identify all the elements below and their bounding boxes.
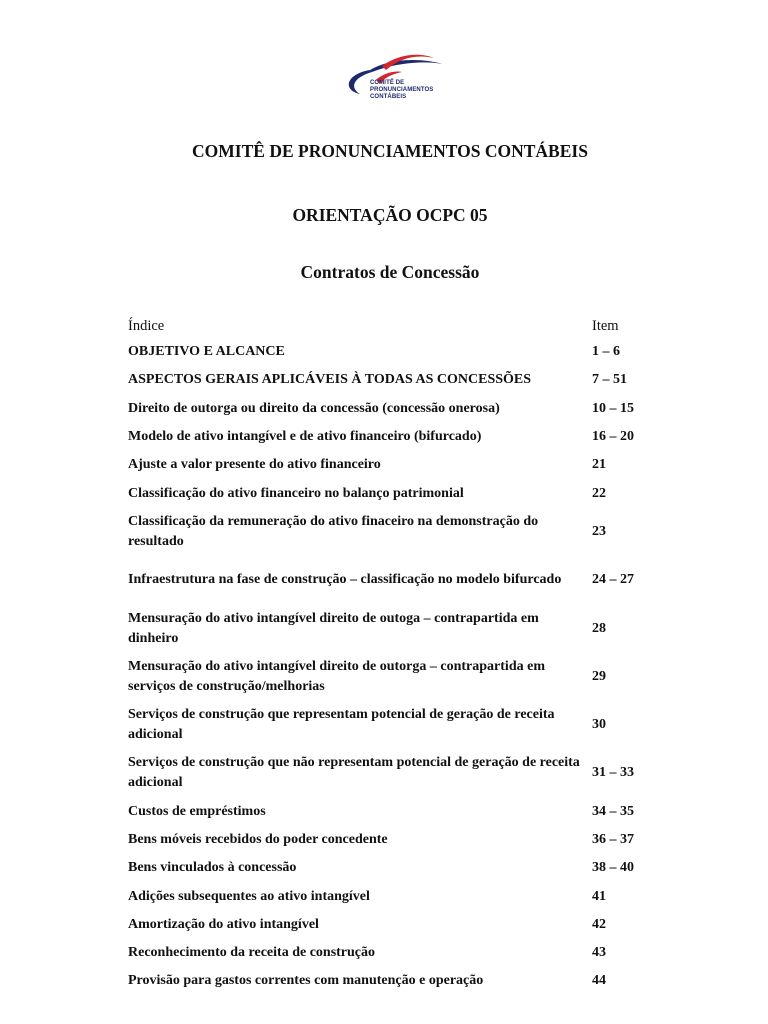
toc-item-number: 43 (592, 945, 606, 961)
toc-item-number: 10 – 15 (592, 400, 634, 416)
toc-item-number: 16 – 20 (592, 429, 634, 445)
toc-row (128, 911, 648, 939)
toc-label: OBJETIVO E ALCANCE (128, 344, 285, 360)
toc-item-number: 36 – 37 (592, 832, 634, 847)
toc-row (128, 338, 648, 366)
subject-title: Contratos de Concessão (300, 262, 480, 282)
logo-line-3: CONTÁBEIS (370, 94, 407, 100)
toc-label: Amortização do ativo intangível (128, 916, 319, 932)
toc-row (128, 508, 648, 556)
toc-row (128, 653, 648, 701)
table-of-contents (128, 338, 648, 996)
toc-row (128, 798, 648, 826)
index-heading: Índice (128, 318, 165, 334)
toc-item-number: 7 – 51 (592, 372, 627, 388)
toc-label: Mensuração do ativo intangível direito de outoga – contrapartida em dinheiro (128, 610, 539, 646)
toc-label: Serviços de construção que não representam potencial de geração de receita adicional (128, 755, 580, 791)
orientation-title: ORIENTAÇÃO OCPC 05 (292, 205, 488, 225)
toc-label: Classificação da remuneração do ativo finaceiro na demonstração do resultado (128, 513, 539, 549)
toc-item-number: 21 (592, 457, 606, 473)
toc-row (128, 366, 648, 394)
toc-row (128, 854, 648, 882)
toc-label: Reconhecimento da receita de construção (128, 945, 376, 961)
toc-row (128, 556, 648, 604)
logo-line-1: COMITÊ DE (370, 80, 405, 86)
toc-item-number: 24 – 27 (592, 572, 634, 588)
toc-row (128, 701, 648, 749)
toc-row (128, 749, 648, 797)
toc-label: Adições subsequentes ao ativo intangível (128, 888, 370, 904)
toc-item-number: 22 (592, 485, 606, 501)
toc-row (128, 395, 648, 423)
toc-item-number: 29 (592, 668, 606, 684)
toc-row (128, 967, 648, 995)
toc-row (128, 882, 648, 910)
logo-line-2: PRONUNCIAMENTOS (370, 87, 434, 93)
toc-label: Provisão para gastos correntes com manutenção e operação (128, 973, 484, 989)
toc-row (128, 939, 648, 967)
toc-item-number: 30 (592, 717, 606, 733)
toc-item-number: 38 – 40 (592, 860, 634, 876)
toc-item-number: 28 (592, 620, 606, 636)
toc-row (128, 479, 648, 507)
item-heading: Item (592, 318, 619, 334)
toc-row (128, 826, 648, 854)
toc-label: Custos de empréstimos (128, 803, 266, 819)
toc-label: Direito de outorga ou direito da concessão (concessão onerosa) (128, 400, 500, 416)
toc-item-number: 41 (592, 888, 606, 904)
toc-item-number: 31 – 33 (592, 765, 634, 781)
toc-row (128, 423, 648, 451)
toc-label: ASPECTOS GERAIS APLICÁVEIS À TODAS AS CONCESSÕES (128, 372, 532, 388)
toc-label: Classificação do ativo financeiro no balanço patrimonial (128, 485, 464, 501)
toc-item-number: 34 – 35 (592, 803, 634, 819)
toc-row (128, 604, 648, 652)
toc-label: Serviços de construção que representam potencial de geração de receita adicional (128, 707, 555, 743)
toc-label: Ajuste a valor presente do ativo financeiro (128, 457, 381, 473)
toc-label: Infraestrutura na fase de construção – classificação no modelo bifurcado (128, 572, 562, 588)
toc-item-number: 1 – 6 (592, 344, 620, 360)
toc-item-number: 42 (592, 916, 606, 932)
toc-item-number: 44 (592, 973, 606, 989)
logo-wordmark (370, 80, 433, 101)
toc-item-number: 23 (592, 523, 606, 539)
toc-row (128, 451, 648, 479)
toc-label: Bens vinculados à concessão (128, 860, 297, 876)
committee-title: COMITÊ DE PRONUNCIAMENTOS CONTÁBEIS (192, 141, 588, 161)
toc-label: Modelo de ativo intangível e de ativo financeiro (bifurcado) (128, 429, 482, 445)
toc-label: Bens móveis recebidos do poder concedente (128, 832, 388, 847)
toc-label: Mensuração do ativo intangível direito de outorga – contrapartida em serviços de construção/melhorias (128, 658, 545, 694)
